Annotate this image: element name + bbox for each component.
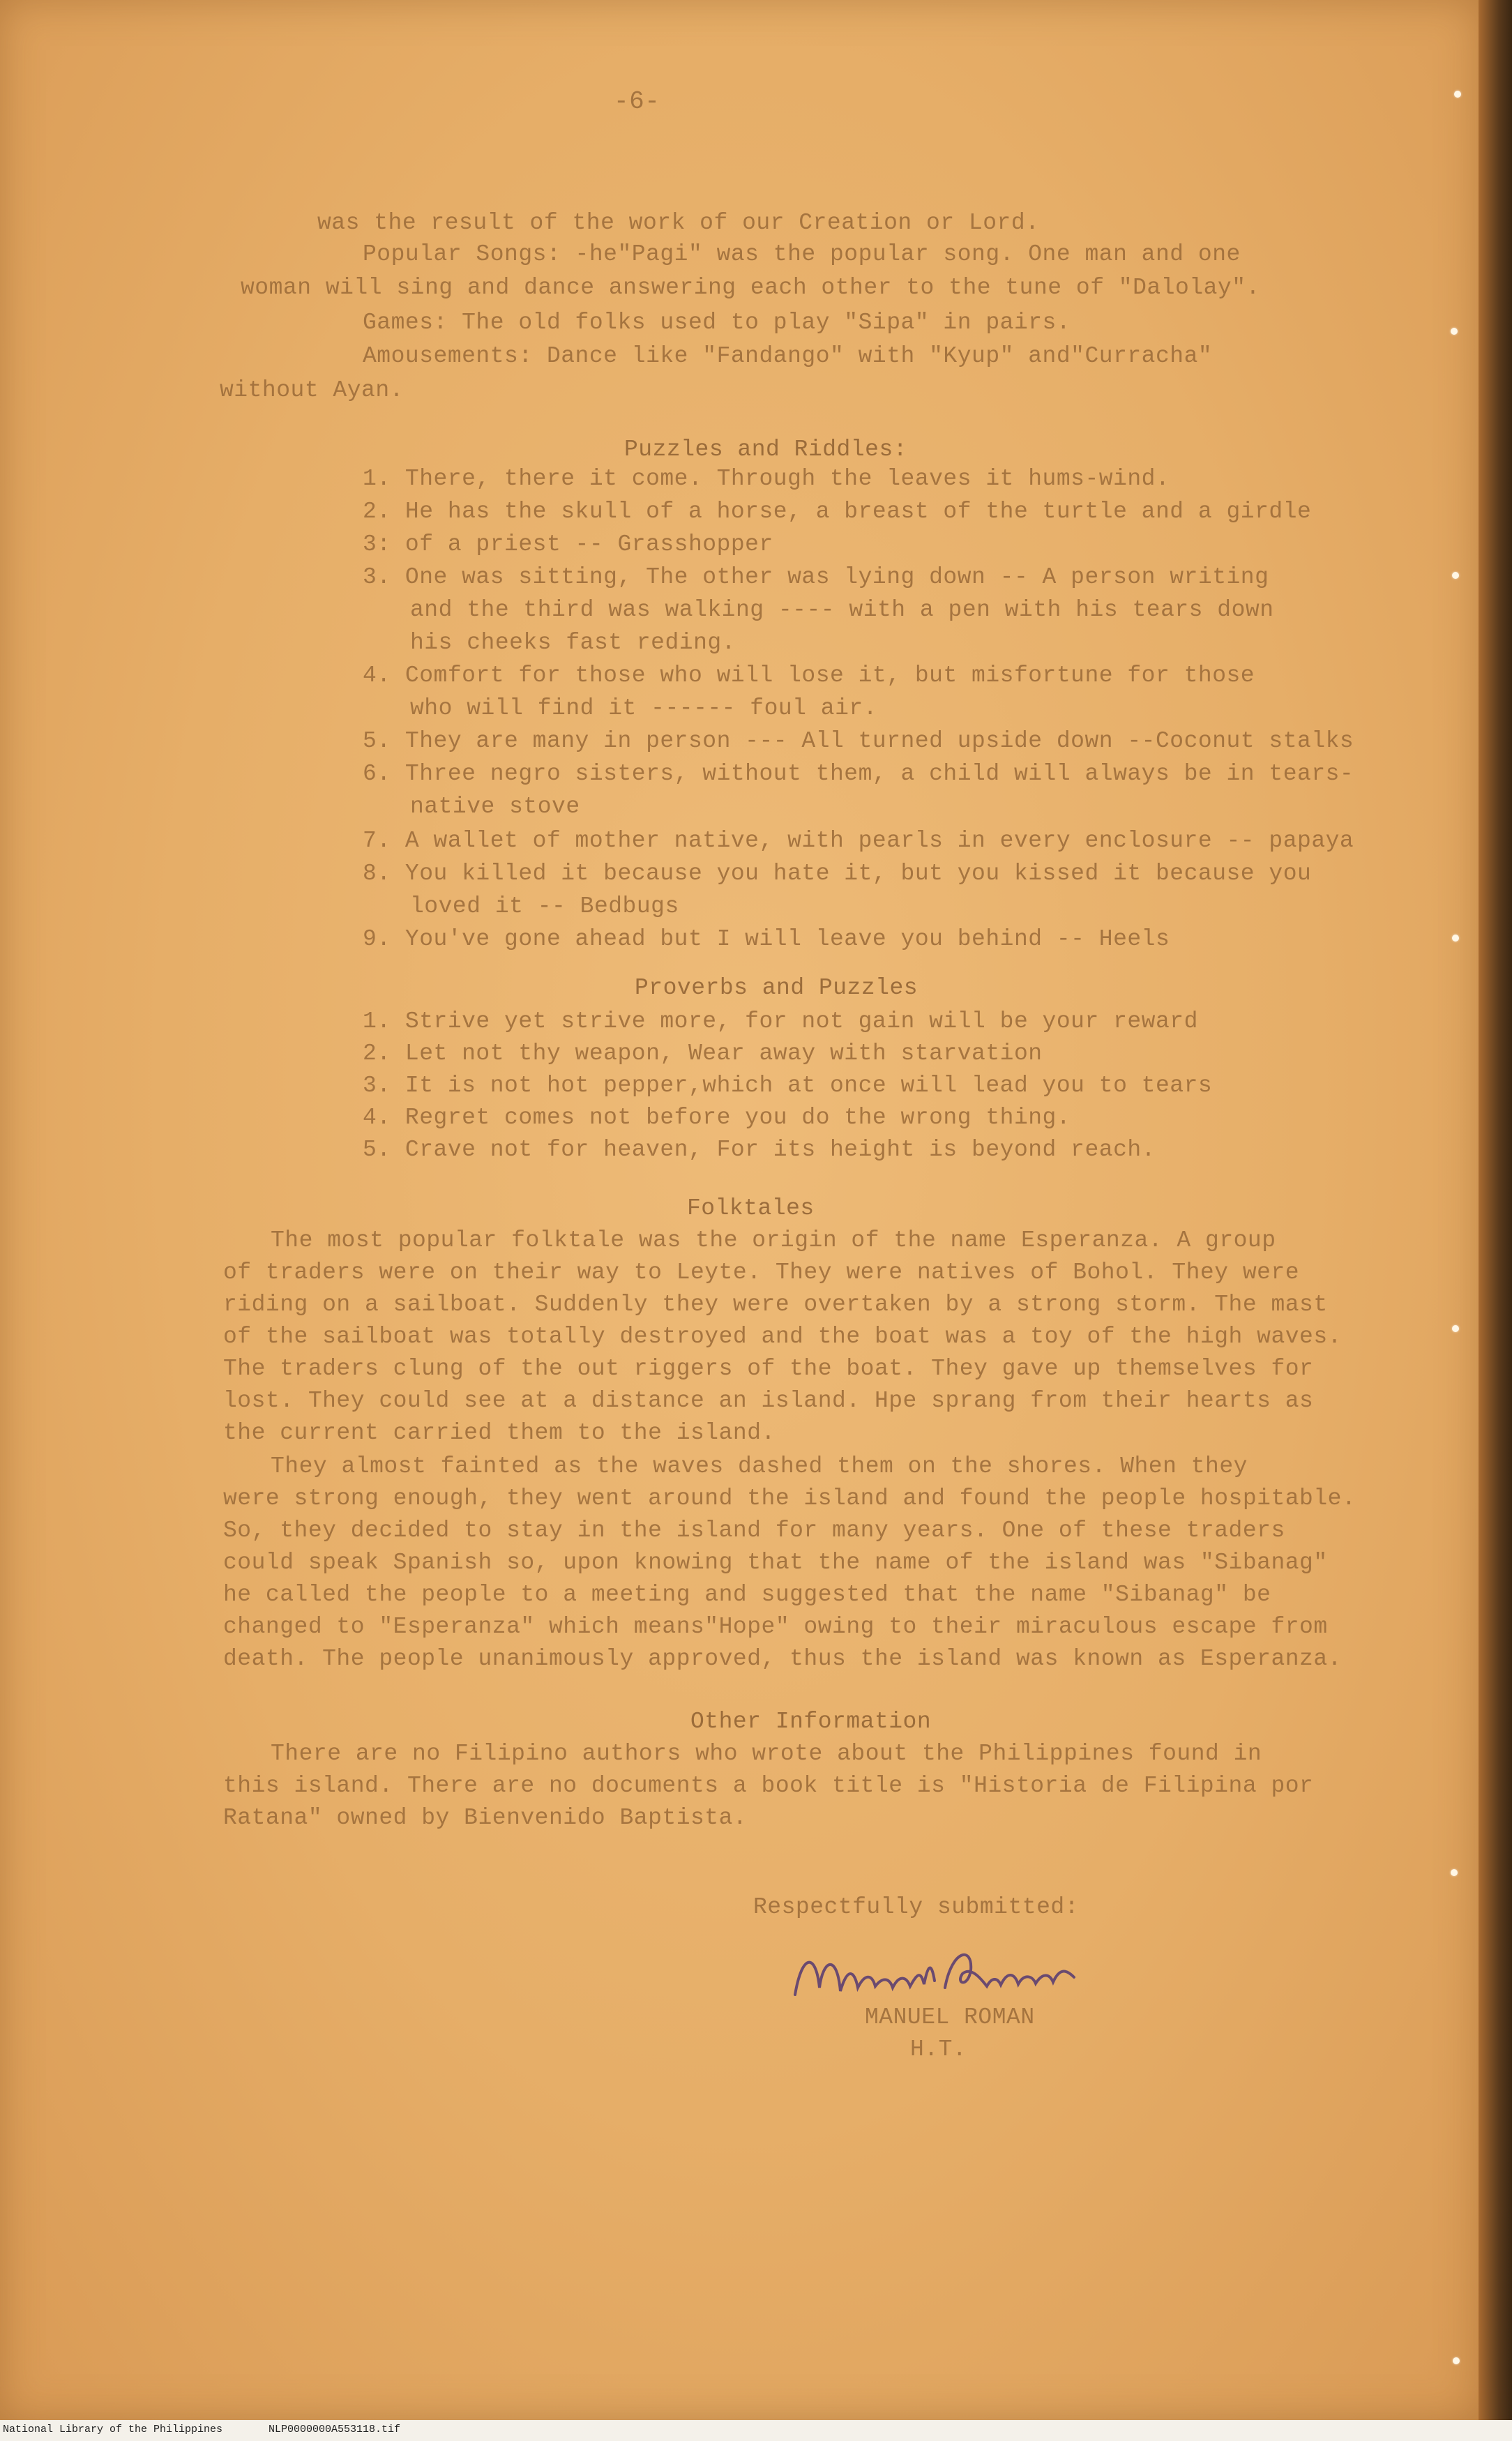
intro-line: was the result of the work of our Creation or Lord.: [317, 210, 1040, 236]
puzzle-line: and the third was walking ---- with a pen with his tears down: [410, 597, 1274, 623]
folktale-line: of the sailboat was totally destroyed and the boat was a toy of the high waves.: [223, 1324, 1342, 1350]
puzzle-line: 1. There, there it come. Through the leaves it hums-wind.: [363, 466, 1170, 492]
intro-line: Amousements: Dance like "Fandango" with "Kyup" and"Curracha": [363, 343, 1213, 369]
footer-library: National Library of the Philippines: [3, 2424, 223, 2435]
typed-name: MANUEL ROMAN: [865, 2004, 1035, 2030]
section-heading-puzzles: Puzzles and Riddles:: [624, 437, 908, 462]
puzzle-line: 6. Three negro sisters, without them, a child will always be in tears-: [363, 761, 1354, 787]
puzzle-line: 3. One was sitting, The other was lying down -- A person writing: [363, 564, 1269, 590]
folktale-line: of traders were on their way to Leyte. They were natives of Bohol. They were: [223, 1260, 1300, 1285]
intro-line: without Ayan.: [220, 377, 404, 403]
binder-hole: [1451, 328, 1458, 335]
folktale-line: So, they decided to stay in the island for many years. One of these traders: [223, 1518, 1285, 1543]
closing-text: Respectfully submitted:: [753, 1894, 1079, 1920]
other-line: Ratana" owned by Bienvenido Baptista.: [223, 1805, 748, 1831]
intro-line: Popular Songs: -he"Pagi" was the popular song. One man and one: [363, 241, 1241, 267]
binder-hole: [1451, 1869, 1458, 1876]
proverb-line: 5. Crave not for heaven, For its height is beyond reach.: [363, 1137, 1156, 1163]
footer-filename: NLP0000000A553118.tif: [269, 2424, 401, 2435]
puzzle-line: 2. He has the skull of a horse, a breast of the turtle and a girdle: [363, 499, 1312, 524]
folktale-line: riding on a sailboat. Suddenly they were overtaken by a strong storm. The mast: [223, 1292, 1328, 1317]
puzzle-line: 7. A wallet of mother native, with pearls in every enclosure -- papaya: [363, 828, 1354, 854]
folktale-line: were strong enough, they went around the island and found the people hospitable.: [223, 1486, 1356, 1511]
folktale-line: the current carried them to the island.: [223, 1420, 776, 1446]
folktale-line: The traders clung of the out riggers of the boat. They gave up themselves for: [223, 1356, 1314, 1382]
binder-hole: [1454, 91, 1461, 98]
other-line: There are no Filipino authors who wrote about the Philippines found in: [271, 1741, 1262, 1767]
page-number: -6-: [614, 87, 660, 116]
puzzle-line: loved it -- Bedbugs: [410, 893, 679, 919]
folktale-line: lost. They could see at a distance an island. Hpe sprang from their hearts as: [223, 1388, 1314, 1414]
proverb-line: 1. Strive yet strive more, for not gain will be your reward: [363, 1008, 1198, 1034]
binder-hole: [1453, 2357, 1460, 2364]
proverb-line: 2. Let not thy weapon, Wear away with starvation: [363, 1041, 1043, 1066]
puzzle-line: 9. You've gone ahead but I will leave you behind -- Heels: [363, 926, 1170, 952]
section-heading-proverbs: Proverbs and Puzzles: [635, 975, 918, 1001]
scan-footer: [0, 2420, 1512, 2441]
section-heading-folktales: Folktales: [687, 1195, 815, 1221]
proverb-line: 3. It is not hot pepper,which at once will lead you to tears: [363, 1073, 1213, 1098]
folktale-line: could speak Spanish so, upon knowing that the name of the island was "Sibanag": [223, 1550, 1328, 1575]
binder-hole: [1452, 935, 1459, 942]
folktale-line: death. The people unanimously approved, thus the island was known as Esperanza.: [223, 1646, 1342, 1672]
page-edge-shadow: [1479, 0, 1512, 2420]
binder-hole: [1452, 1325, 1459, 1332]
puzzle-line: 3: of a priest -- Grasshopper: [363, 531, 773, 557]
puzzle-line: 5. They are many in person --- All turned upside down --Coconut stalks: [363, 728, 1354, 754]
puzzle-line: who will find it ------ foul air.: [410, 695, 878, 721]
puzzle-line: his cheeks fast reding.: [410, 630, 736, 656]
binder-hole: [1452, 572, 1459, 579]
intro-line: Games: The old folks used to play "Sipa" in pairs.: [363, 310, 1071, 335]
puzzle-line: 8. You killed it because you hate it, but you kissed it because you: [363, 861, 1312, 886]
intro-line: woman will sing and dance answering each other to the tune of "Dalolay".: [241, 275, 1260, 301]
proverb-line: 4. Regret comes not before you do the wrong thing.: [363, 1105, 1071, 1131]
section-heading-other: Other Information: [690, 1709, 932, 1735]
folktale-line: he called the people to a meeting and suggested that the name "Sibanag" be: [223, 1582, 1271, 1608]
folktale-line: changed to "Esperanza" which means"Hope" owing to their miraculous escape from: [223, 1614, 1328, 1640]
other-line: this island. There are no documents a book title is "Historia de Filipina por: [223, 1773, 1314, 1799]
folktale-line: The most popular folktale was the origin of the name Esperanza. A group: [271, 1227, 1276, 1253]
typed-title: H.T.: [910, 2036, 967, 2062]
puzzle-line: 4. Comfort for those who will lose it, but misfortune for those: [363, 663, 1255, 688]
folktale-line: They almost fainted as the waves dashed them on the shores. When they: [271, 1453, 1248, 1479]
puzzle-line: native stove: [410, 794, 580, 819]
